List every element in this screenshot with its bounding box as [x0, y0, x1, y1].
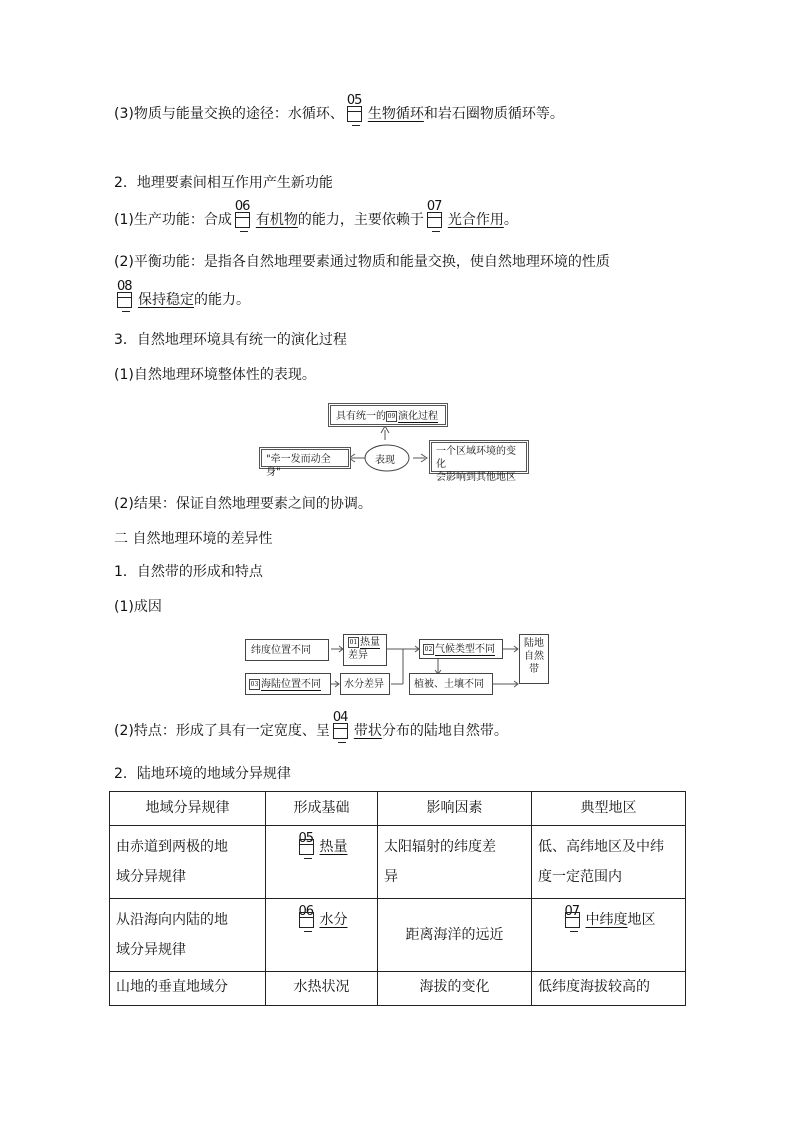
text-line-balance-cont — [114, 279, 250, 310]
table-cell: 水热状况 — [266, 972, 378, 1006]
answer-text: 海陆位置不同 — [261, 679, 321, 690]
diagram-text: 带 — [529, 664, 539, 675]
answer-text: 热量 — [319, 839, 348, 855]
answer-text: 气候类型不同 — [435, 644, 495, 655]
text-segment: 的能力，主要依赖于 — [297, 212, 424, 228]
text-line-balance: (2)平衡功能：是指各自然地理要素通过物质和能量交换，使自然地理环境的性质 — [114, 254, 610, 270]
table-header: 地域分异规律 — [110, 792, 266, 826]
cell-text: 从沿海向内陆的地 — [116, 912, 228, 928]
text-line-integrity: (1)自然地理环境整体性的表现。 — [114, 367, 316, 383]
heading-evolution: 3．自然地理环境具有统一的演化过程 — [114, 332, 347, 348]
table-cell — [266, 826, 378, 899]
table-cell: 距离海洋的远近 — [378, 899, 532, 972]
diagram-box-natural-zone — [519, 634, 549, 684]
table-row — [110, 899, 686, 972]
diagram-center-label: 表现 — [375, 455, 395, 466]
table-row — [110, 826, 686, 899]
answer-text: 有机物 — [255, 212, 298, 228]
table-row — [110, 972, 686, 1006]
table-header: 形成基础 — [266, 792, 378, 826]
diagram-box-water: 水分差异 — [340, 673, 390, 695]
heading-zonal-differentiation: 2．陆地环境的地域分异规律 — [114, 766, 291, 782]
answer-text: 热量 — [360, 637, 380, 648]
diagram-box-latitude: 纬度位置不同 — [245, 639, 329, 661]
text-segment: 。 — [503, 212, 518, 228]
table-cell — [110, 826, 266, 899]
natural-zone-cause-diagram — [243, 632, 553, 702]
blank-marker — [563, 904, 585, 930]
table-cell: 海拔的变化 — [378, 972, 532, 1006]
text-segment: (3)物质与能量交换的途径：水循环、 — [114, 106, 344, 122]
text-line-result: (2)结果：保证自然地理要素之间的协调。 — [114, 496, 372, 512]
cell-text: 地区 — [627, 912, 656, 928]
blank-number: 05 — [346, 93, 362, 108]
cell-text: 由赤道到两极的地 — [116, 839, 228, 855]
blank-marker — [297, 904, 319, 930]
diagram-text: 具有统一的 — [336, 411, 386, 422]
cell-text: 度一定范围内 — [538, 869, 622, 885]
diagram-text: 差异 — [348, 650, 368, 661]
diagram-text: 会影响到其他地区 — [436, 472, 516, 483]
table-cell: 山地的垂直地域分 — [110, 972, 266, 1006]
diagram-right-box — [429, 440, 529, 483]
answer-text: 中纬度 — [585, 912, 628, 928]
table-cell — [532, 899, 686, 972]
blank-marker — [115, 279, 137, 310]
blank-number: 08 — [117, 279, 132, 294]
answer-text: 保持稳定 — [138, 292, 194, 308]
text-line-production — [114, 199, 518, 230]
table-cell: 低纬度海拔较高的 — [532, 972, 686, 1006]
blank-marker — [345, 93, 367, 124]
blank-marker — [331, 710, 353, 741]
table-header: 典型地区 — [532, 792, 686, 826]
text-segment: 和岩石圈物质循环等。 — [423, 106, 564, 122]
table-cell — [266, 899, 378, 972]
blank-number: 02 — [424, 646, 433, 653]
table-header-row — [110, 792, 686, 826]
table-cell — [110, 899, 266, 972]
table-cell — [378, 826, 532, 899]
text-segment: 分布的陆地自然带。 — [381, 723, 508, 739]
blank-marker — [297, 831, 319, 857]
text-line-cause: (1)成因 — [114, 599, 162, 615]
diagram-box-vegetation: 植被、土壤不同 — [409, 673, 493, 695]
blank-number: 01 — [349, 639, 358, 646]
answer-text: 演化过程 — [398, 411, 438, 422]
text-line-material-exchange — [114, 93, 564, 124]
diagram-left-box: "牵一发而动全身" — [259, 447, 351, 469]
differentiation-table — [109, 791, 686, 1006]
text-segment: (1)生产功能：合成 — [114, 212, 232, 228]
answer-text: 水分 — [319, 912, 348, 928]
blank-number: 05 — [298, 831, 314, 846]
blank-number: 09 — [387, 413, 396, 420]
integrity-diagram — [255, 400, 535, 483]
blank-number: 07 — [564, 904, 580, 919]
heading-new-functions: 2．地理要素间相互作用产生新功能 — [114, 175, 333, 191]
blank-number: 07 — [426, 199, 442, 214]
diagram-box-land-sea — [245, 673, 331, 695]
blank-marker — [425, 199, 447, 230]
blank-marker — [233, 199, 255, 230]
heading-natural-zones: 1．自然带的形成和特点 — [114, 564, 263, 580]
cell-text: 异 — [384, 869, 398, 885]
diagram-text: 陆地 — [524, 638, 544, 649]
blank-number: 04 — [332, 710, 348, 725]
text-line-features — [114, 710, 508, 741]
diagram-top-box — [328, 403, 448, 427]
text-segment: 的能力。 — [194, 292, 250, 308]
cell-text: 低、高纬地区及中纬 — [538, 839, 664, 855]
diagram-box-heat — [343, 634, 387, 666]
diagram-box-climate — [419, 639, 503, 659]
diagram-text: 自然 — [524, 651, 544, 662]
answer-text: 带状 — [353, 723, 382, 739]
cell-text: 域分异规律 — [116, 942, 186, 958]
blank-number: 03 — [250, 681, 259, 688]
table-header: 影响因素 — [378, 792, 532, 826]
cell-text: 域分异规律 — [116, 869, 186, 885]
blank-number: 06 — [234, 199, 250, 214]
blank-number: 06 — [298, 904, 314, 919]
table-cell — [532, 826, 686, 899]
section-heading-differences: 二 自然地理环境的差异性 — [114, 531, 273, 547]
answer-text: 光合作用 — [447, 212, 504, 228]
answer-text: 生物循环 — [367, 106, 424, 122]
cell-text: 太阳辐射的纬度差 — [384, 839, 496, 855]
diagram-text: 一个区域环境的变化 — [436, 446, 516, 470]
text-segment: (2)特点：形成了具有一定宽度、呈 — [114, 723, 330, 739]
